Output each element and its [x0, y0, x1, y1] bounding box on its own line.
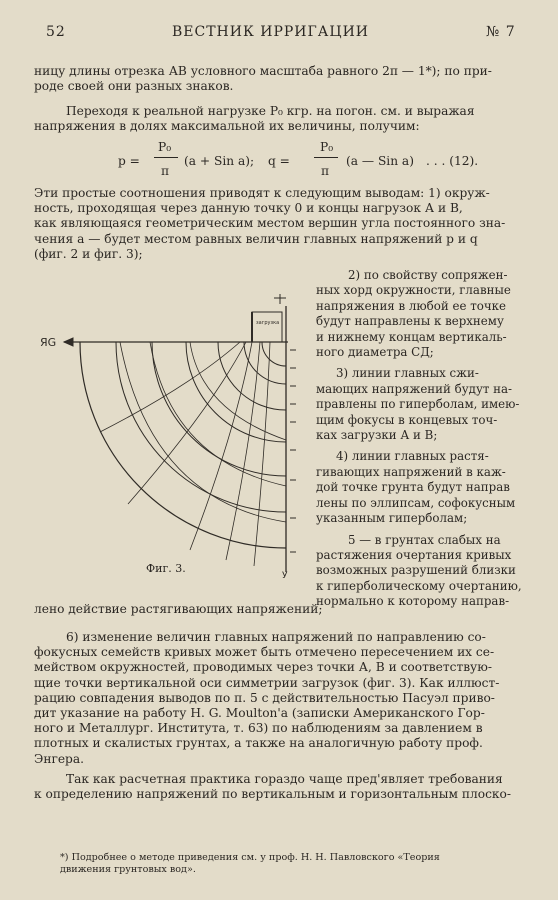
text-line: лено действие растягивающих напряжений; — [34, 602, 323, 616]
formula-p-numerator: P₀ — [158, 140, 172, 154]
text-line: как являющаяся геометрическим местом вершин угла постоянного зна- — [34, 216, 506, 231]
journal-title: ВЕСТНИК ИРРИГАЦИИ — [172, 24, 370, 40]
text-line: 6) изменение величин главных напряжений по направлению со- — [66, 630, 486, 644]
text-line: нормально к которому направ- — [316, 594, 510, 609]
formula-q-numerator: P₀ — [320, 140, 334, 154]
text-line: Переходя к реальной нагрузке P₀ кгр. на погон. см. и выражая — [66, 104, 475, 118]
footnote-line: движения грунтовых вод». — [60, 864, 196, 875]
text-line: гивающих напряжений в каж- — [316, 464, 506, 479]
formula-p-denominator: π — [161, 164, 170, 178]
text-line: ность, проходящая через данную точку 0 и концы нагрузок А и В, — [34, 201, 463, 216]
text-line: к гиперболическому очертанию, — [316, 578, 522, 593]
formula-12 — [118, 140, 518, 184]
load-box — [252, 312, 282, 342]
text-line: 3) линии главных сжи- — [336, 366, 479, 381]
text-line: ного и Металлург. Института, т. 63) по наблюдениям за давлением в — [34, 721, 483, 736]
formula-p-rest: (a + Sin a); — [184, 154, 255, 168]
text-line: плотных и скалистых грунтах, а также на аналогичную работу проф. — [34, 736, 483, 751]
text-line: возможных разрушений близки — [316, 563, 516, 578]
text-line: ках загрузки А и В; — [316, 428, 438, 443]
footnote-line: *) Подробнее о методе приведения см. у проф. Н. Н. Павловского «Теория — [60, 852, 440, 863]
conclusions-paragraph — [34, 186, 524, 262]
paragraph-7 — [34, 772, 524, 802]
right-column-list — [316, 268, 526, 610]
formula-q-denominator: π — [321, 164, 330, 178]
text-line: чения а — будет местом равных величин главных напряжений p и q — [34, 231, 478, 246]
text-line: мейством окружностей, проводимых через точки А, В и соответствую- — [34, 660, 492, 675]
text-line: дой точке грунта будут направ — [316, 480, 510, 495]
text-line: Эти простые соотношения приводят к следующим выводам: 1) окруж- — [34, 186, 490, 200]
text-line: лены по эллипсам, софокусным — [316, 495, 516, 510]
text-line: мающих напряжений будут на- — [316, 381, 513, 396]
text-line: будут направлены к верхнему — [316, 314, 504, 329]
text-line: ного диаметра СД; — [316, 345, 434, 360]
text-line: напряжения в долях максимальной их величины, получим: — [34, 119, 420, 134]
paragraph-6 — [34, 630, 524, 767]
figure-caption: Фиг. 3. — [146, 562, 186, 575]
text-line: 2) по свойству сопряжен- — [348, 268, 508, 282]
text-line: (фиг. 2 и фиг. 3); — [34, 246, 143, 261]
text-line: 5 — в грунтах слабых на — [348, 532, 501, 547]
text-line: ницу длины отрезка АВ условного масштаба равного 2π — 1*); по при- — [34, 64, 492, 78]
text-line: к определению напряжений по вертикальным и горизонтальным плоско- — [34, 787, 511, 802]
issue-number: № 7 — [486, 24, 516, 40]
text-line: и нижнему концам вертикаль- — [316, 329, 507, 344]
load-box-label: загрузка — [256, 320, 280, 326]
left-axis-label: ЯG — [40, 336, 57, 349]
formula-q-rest: (a — Sin a) — [346, 154, 414, 168]
text-line: щим фокусы в концевых точ- — [316, 412, 498, 427]
formula-q-lhs: q = — [268, 154, 290, 168]
formula-p-lhs: p = — [118, 154, 140, 168]
text-line: фокусных семейств кривых может быть отмечено пересечением их се- — [34, 645, 495, 660]
text-line: Энгера. — [34, 751, 84, 766]
fraction-bar — [314, 157, 338, 158]
page-number: 52 — [46, 24, 66, 40]
footnote — [60, 852, 530, 876]
fraction-bar — [154, 157, 178, 158]
text-line: роде своей они разных знаков. — [34, 79, 234, 94]
paragraph-5-end — [34, 602, 524, 617]
text-line: Так как расчетная практика гораздо чаще пред'являет требования — [66, 772, 503, 786]
text-line: 4) линии главных растя- — [336, 449, 489, 464]
intro-paragraph — [34, 64, 524, 94]
text-line: указанным гиперболам; — [316, 511, 468, 526]
arrow-left-icon — [64, 338, 73, 346]
text-line: рацию совпадения выводов по п. 5 с действительностью Пасуэл приво- — [34, 690, 495, 705]
text-line: дит указание на работу H. G. Moulton'a (записки Американского Гор- — [34, 706, 485, 721]
load-paragraph — [34, 104, 524, 134]
text-line: щие точки вертикальной оси симметрии загрузок (фиг. 3). Как иллюст- — [34, 675, 500, 690]
text-line: ных хорд окружности, главные — [316, 283, 511, 298]
main-arc — [80, 342, 286, 548]
formula-number: . . . (12). — [426, 154, 479, 168]
text-line: растяжения очертания кривых — [316, 547, 512, 562]
text-line: правлены по гиперболам, имею- — [316, 397, 520, 412]
text-line: напряжения в любой ее точке — [316, 298, 506, 313]
figure-3 — [40, 290, 310, 580]
bottom-axis-label: У — [282, 571, 288, 580]
